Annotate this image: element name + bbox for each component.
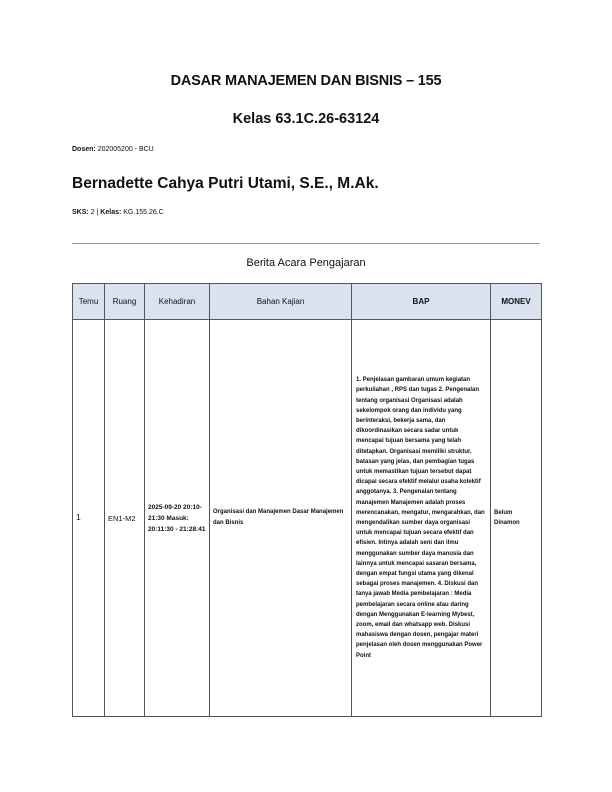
- sks-value: 2 |: [90, 209, 99, 216]
- header-bahan-kajian: Bahan Kajian: [210, 284, 352, 320]
- header-temu: Temu: [73, 284, 105, 320]
- table-title: Berita Acara Pengajaran: [246, 257, 366, 269]
- header-ruang: Ruang: [105, 284, 145, 320]
- dosen-label: Dosen:: [72, 146, 96, 153]
- cell-bahan-kajian: Organisasi dan Manajemen Dasar Manajemen dan Bisnis: [210, 320, 352, 717]
- class-title: Kelas 63.1C.26-63124: [232, 111, 380, 127]
- course-meta: [72, 209, 164, 216]
- kelas-value: KG.155.26.C: [123, 209, 164, 216]
- cell-bap: 1. Penjelasan gambaran umum kegiatan perkuliahan , RPS dan tugas 2. Pengenalan tentang organisasi Organisasi adalah sekelompok orang dan individu yang berinteraksi, bekerja sama, dan dikoordinasikan secara sadar untuk mencapai tujuan bersama yang telah ditetapkan. Organisasi memiliki struktur, batasan yang jelas, dan pembagian tugas untuk memastikan tujuan tersebut dapat dicapai secara efektif melalui usaha kolektif anggotanya. 3. Pengenalan tentang manajemen Manajemen adalah proses merencanakan, mengatur, mengarahkan, dan mengendalikan sumber daya organisasi untuk mencapai tujuan secara efektif dan efisien. Intinya adalah seni dan ilmu menggunakan sumber daya manusia dan lainnya untuk mencapai sasaran bersama, dengan empat fungsi utama yang dikenal sebagai proses manajemen. 4. Diskusi dan tanya jawab Media pembelajaran : Media pembelajaran secara online atau daring dengan Menggunakan E-learning Mybest, zoom, email dan whatsapp web. Diskusi mahasiswa dengan dosen, pengajar materi penjelasan oleh dosen menggunakan Power Point: [352, 320, 491, 717]
- cell-monev: Belum Dinamon: [491, 320, 542, 717]
- cell-temu: 1: [73, 320, 105, 717]
- lecturer-name: Bernadette Cahya Putri Utami, S.E., M.Ak.: [72, 175, 379, 192]
- header-monev: MONEV: [491, 284, 542, 320]
- table-header-row: [73, 284, 542, 320]
- course-title: DASAR MANAJEMEN DAN BISNIS – 155: [170, 73, 442, 89]
- dosen-line: [72, 146, 154, 153]
- sks-label: SKS:: [72, 209, 89, 216]
- cell-ruang: EN1-M2: [105, 320, 145, 717]
- header-kehadiran: Kehadiran: [145, 284, 210, 320]
- cell-kehadiran: 2025-09-20 20:10-21:30 Masuk: 20:11:30 - 21:28:41: [145, 320, 210, 717]
- table-row: [73, 320, 542, 717]
- teaching-report-table: [72, 283, 542, 717]
- kelas-label: Kelas:: [100, 209, 122, 216]
- dosen-code: 202005200 - BCU: [97, 146, 154, 153]
- section-divider: [72, 243, 540, 244]
- header-bap: BAP: [352, 284, 491, 320]
